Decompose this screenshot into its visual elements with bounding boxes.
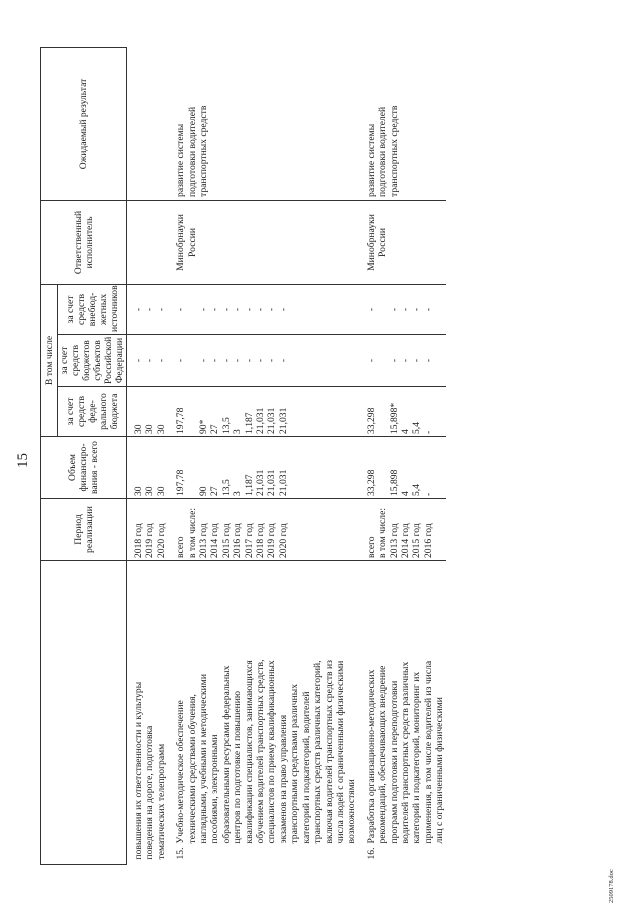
item-name-line xyxy=(144,561,155,865)
result-cell xyxy=(266,47,277,200)
item-name-text: наглядными, учебными и методическими xyxy=(198,674,210,844)
federal-cell: 197,78 xyxy=(167,387,186,437)
item-name-text: числа людей с ограниченными физическими xyxy=(334,660,346,844)
result-cell xyxy=(156,47,167,200)
item-name-text: квалификации специалистов, занимающихся xyxy=(243,660,255,844)
table-row xyxy=(187,47,198,864)
period-cell: всего xyxy=(358,499,377,561)
result-cell xyxy=(278,47,289,200)
table-row xyxy=(312,47,323,864)
federal-cell: 3 xyxy=(232,387,243,437)
item-name-line xyxy=(266,561,277,865)
offbudget-cell: - xyxy=(156,284,167,334)
executor-cell xyxy=(335,200,346,284)
federal-cell: 21,031 xyxy=(278,387,289,437)
result-cell: транспортных средств xyxy=(198,47,209,200)
executor-cell: Минобрнауки xyxy=(167,200,186,284)
executor-cell: России xyxy=(187,200,198,284)
regional-cell xyxy=(335,335,346,387)
item-name-line xyxy=(346,561,357,865)
volume-cell: 21,031 xyxy=(266,437,277,499)
federal-cell xyxy=(377,387,388,437)
regional-cell: - xyxy=(232,335,243,387)
regional-cell: - xyxy=(198,335,209,387)
regional-cell: - xyxy=(358,335,377,387)
volume-cell xyxy=(335,437,346,499)
header-volume: Объем финансиро-вания - всего xyxy=(41,437,127,499)
offbudget-cell: - xyxy=(221,284,232,334)
table-row xyxy=(127,47,145,864)
table-row xyxy=(232,47,243,864)
table-row xyxy=(198,47,209,864)
period-cell xyxy=(434,499,445,561)
document-id: 2509178.doc xyxy=(608,869,615,903)
executor-cell xyxy=(324,200,335,284)
federal-cell xyxy=(335,387,346,437)
regional-cell xyxy=(324,335,335,387)
item-name-line xyxy=(127,561,145,865)
federal-cell: 13,5 xyxy=(221,387,232,437)
table-row xyxy=(324,47,335,864)
volume-cell: 27 xyxy=(209,437,220,499)
executor-cell xyxy=(312,200,323,284)
period-cell: в том числе: xyxy=(187,499,198,561)
item-name-text: центров по подготовке и повышению xyxy=(232,690,244,844)
executor-cell xyxy=(266,200,277,284)
item-name-line xyxy=(377,561,388,865)
regional-cell xyxy=(377,335,388,387)
item-number: 15. xyxy=(175,847,187,860)
offbudget-cell: - xyxy=(411,284,422,334)
volume-cell: 4 xyxy=(400,437,411,499)
offbudget-cell: - xyxy=(266,284,277,334)
period-cell: 2013 год xyxy=(198,499,209,561)
volume-cell: 15,898 xyxy=(389,437,400,499)
volume-cell xyxy=(301,437,312,499)
federal-cell xyxy=(301,387,312,437)
table-row xyxy=(255,47,266,864)
volume-cell xyxy=(312,437,323,499)
item-name-line xyxy=(400,561,411,865)
period-cell: 2015 год xyxy=(221,499,232,561)
executor-cell xyxy=(278,200,289,284)
federal-cell xyxy=(289,387,300,437)
table-row xyxy=(301,47,312,864)
table-row xyxy=(144,47,155,864)
volume-cell: 30 xyxy=(127,437,145,499)
offbudget-cell xyxy=(434,284,445,334)
item-name-text: Учебно-методическое обеспечение xyxy=(175,700,187,844)
item-name-text: транспортными средствами различных xyxy=(289,684,301,844)
result-cell xyxy=(301,47,312,200)
regional-cell: - xyxy=(156,335,167,387)
item-name-text: экзаменов на право управления xyxy=(277,714,289,844)
period-cell xyxy=(324,499,335,561)
executor-cell xyxy=(156,200,167,284)
table-row xyxy=(221,47,232,864)
offbudget-cell: - xyxy=(198,284,209,334)
regional-cell xyxy=(434,335,445,387)
executor-cell xyxy=(346,200,357,284)
item-name-line xyxy=(289,561,300,865)
federal-cell: 4 xyxy=(400,387,411,437)
offbudget-cell xyxy=(301,284,312,334)
result-cell: транспортных средств xyxy=(389,47,400,200)
offbudget-cell xyxy=(324,284,335,334)
result-cell xyxy=(289,47,300,200)
executor-cell xyxy=(244,200,255,284)
item-name-line xyxy=(232,561,243,865)
item-name-text: категорий и подкатегорий, водителей xyxy=(300,691,312,844)
executor-cell xyxy=(434,200,445,284)
executor-cell xyxy=(127,200,145,284)
volume-cell xyxy=(377,437,388,499)
period-cell: 2014 год xyxy=(209,499,220,561)
volume-cell xyxy=(289,437,300,499)
regional-cell: - xyxy=(423,335,434,387)
result-cell: подготовки водителей xyxy=(377,47,388,200)
offbudget-cell xyxy=(377,284,388,334)
table-row xyxy=(389,47,400,864)
item-name-line xyxy=(255,561,266,865)
federal-cell: 33,298 xyxy=(358,387,377,437)
executor-cell xyxy=(423,200,434,284)
offbudget-cell: - xyxy=(127,284,145,334)
volume-cell xyxy=(434,437,445,499)
executor-cell xyxy=(400,200,411,284)
regional-cell: - xyxy=(167,335,186,387)
offbudget-cell: - xyxy=(389,284,400,334)
regional-cell xyxy=(289,335,300,387)
executor-cell xyxy=(221,200,232,284)
offbudget-cell xyxy=(312,284,323,334)
offbudget-cell: - xyxy=(232,284,243,334)
volume-cell: 5,4 xyxy=(411,437,422,499)
table-row xyxy=(411,47,422,864)
item-name-line xyxy=(335,561,346,865)
item-name-text: повышения их ответственности и культуры xyxy=(133,681,144,860)
result-cell xyxy=(209,47,220,200)
item-name-line xyxy=(434,561,445,865)
executor-cell xyxy=(232,200,243,284)
result-cell xyxy=(144,47,155,200)
result-cell xyxy=(423,47,434,200)
table-row xyxy=(266,47,277,864)
item-name-text: специалистов по приему квалификационных xyxy=(266,660,278,844)
item-name-text: категорий и подкатегорий, мониторинг их xyxy=(411,671,423,844)
federal-cell xyxy=(346,387,357,437)
federal-cell: 21,031 xyxy=(255,387,266,437)
federal-cell: 30 xyxy=(144,387,155,437)
item-name-text: применения, в том числе водителей из числа xyxy=(422,660,434,844)
regional-cell: - xyxy=(221,335,232,387)
executor-cell xyxy=(198,200,209,284)
period-cell xyxy=(335,499,346,561)
item-name-line xyxy=(358,561,377,865)
offbudget-cell xyxy=(187,284,198,334)
table-row xyxy=(244,47,255,864)
period-cell: 2015 год xyxy=(411,499,422,561)
item-name-line xyxy=(198,561,209,865)
item-name-text: Разработка организационно-методических xyxy=(365,669,377,844)
result-cell xyxy=(324,47,335,200)
volume-cell: 21,031 xyxy=(278,437,289,499)
regional-cell: - xyxy=(411,335,422,387)
period-cell: 2018 год xyxy=(255,499,266,561)
item-name-line xyxy=(209,561,220,865)
item-name-text: программ подготовки и переподготовки xyxy=(388,680,400,844)
regional-cell: - xyxy=(400,335,411,387)
federal-cell: 90* xyxy=(198,387,209,437)
offbudget-cell: - xyxy=(144,284,155,334)
offbudget-cell: - xyxy=(244,284,255,334)
period-cell: в том числе: xyxy=(377,499,388,561)
item-name-text: рекомендаций, обеспечивающих внедрение xyxy=(377,665,389,844)
period-cell: 2019 год xyxy=(266,499,277,561)
volume-cell xyxy=(346,437,357,499)
volume-cell xyxy=(187,437,198,499)
table-row xyxy=(335,47,346,864)
federal-cell: 21,031 xyxy=(266,387,277,437)
executor-cell xyxy=(389,200,400,284)
result-cell: развитие системы xyxy=(358,47,377,200)
federal-cell: 30 xyxy=(127,387,145,437)
federal-cell: 27 xyxy=(209,387,220,437)
federal-cell: 30 xyxy=(156,387,167,437)
regional-cell: - xyxy=(278,335,289,387)
federal-cell xyxy=(324,387,335,437)
result-cell xyxy=(346,47,357,200)
period-cell: 2016 год xyxy=(423,499,434,561)
period-cell xyxy=(312,499,323,561)
regional-cell: - xyxy=(244,335,255,387)
offbudget-cell: - xyxy=(358,284,377,334)
volume-cell: 3 xyxy=(232,437,243,499)
item-name-line xyxy=(312,561,323,865)
program-table xyxy=(40,47,446,865)
volume-cell: 33,298 xyxy=(358,437,377,499)
item-name-text: транспортных средств различных категорий, xyxy=(312,660,324,844)
period-cell: 2016 год xyxy=(232,499,243,561)
federal-cell xyxy=(187,387,198,437)
header-executor: Ответственный исполнитель xyxy=(41,200,127,284)
offbudget-cell xyxy=(346,284,357,334)
period-cell: 2017 год xyxy=(244,499,255,561)
table-row xyxy=(289,47,300,864)
item-name-text: обучением водителей транспортных средств, xyxy=(255,659,267,844)
item-name-line xyxy=(423,561,434,865)
period-cell xyxy=(289,499,300,561)
item-name-text: водителей транспортных средств различных xyxy=(399,661,411,844)
executor-cell: Минобрнауки xyxy=(358,200,377,284)
executor-cell xyxy=(144,200,155,284)
item-name-line xyxy=(301,561,312,865)
result-cell xyxy=(400,47,411,200)
item-name-line xyxy=(244,561,255,865)
period-cell: 2020 год xyxy=(156,499,167,561)
header-offbudget: за счет средств внебюд-жетных источников xyxy=(58,284,127,334)
regional-cell: - xyxy=(127,335,145,387)
item-name-line xyxy=(389,561,400,865)
item-name-text: возможностями xyxy=(346,779,358,844)
executor-cell xyxy=(289,200,300,284)
item-name-line xyxy=(156,561,167,865)
executor-cell xyxy=(411,200,422,284)
volume-cell: 30 xyxy=(144,437,155,499)
page-number: 15 xyxy=(15,453,31,468)
header-including: В том числе xyxy=(41,284,58,436)
result-cell xyxy=(221,47,232,200)
federal-cell: 5,4 xyxy=(411,387,422,437)
volume-cell: - xyxy=(423,437,434,499)
header-federal: за счет средств феде-рального бюджета xyxy=(58,387,127,437)
item-name-line xyxy=(411,561,422,865)
header-result: Ожидаемый результат xyxy=(41,47,127,200)
item-name-text: включая водителей транспортных средств из xyxy=(323,660,335,844)
offbudget-cell: - xyxy=(209,284,220,334)
regional-cell: - xyxy=(144,335,155,387)
period-cell: 2018 год xyxy=(127,499,145,561)
executor-cell xyxy=(209,200,220,284)
federal-cell xyxy=(312,387,323,437)
federal-cell: 15,898* xyxy=(389,387,400,437)
regional-cell: - xyxy=(255,335,266,387)
item-name-text: образовательными ресурсами федеральных xyxy=(220,665,232,844)
header-name-column xyxy=(41,561,127,865)
offbudget-cell: - xyxy=(167,284,186,334)
item-name-line xyxy=(221,561,232,865)
offbudget-cell xyxy=(335,284,346,334)
period-cell: 2019 год xyxy=(144,499,155,561)
table-row xyxy=(156,47,167,864)
federal-cell xyxy=(434,387,445,437)
regional-cell xyxy=(301,335,312,387)
result-cell xyxy=(335,47,346,200)
offbudget-cell: - xyxy=(255,284,266,334)
offbudget-cell: - xyxy=(278,284,289,334)
period-cell xyxy=(301,499,312,561)
regional-cell: - xyxy=(209,335,220,387)
regional-cell xyxy=(312,335,323,387)
table-row xyxy=(358,47,377,864)
item-number: 16. xyxy=(365,847,377,860)
table-row xyxy=(423,47,434,864)
result-cell: развитие системы xyxy=(167,47,186,200)
result-cell xyxy=(411,47,422,200)
volume-cell: 21,031 xyxy=(255,437,266,499)
table-body xyxy=(127,47,446,864)
item-name-line xyxy=(278,561,289,865)
offbudget-cell xyxy=(289,284,300,334)
table-row xyxy=(400,47,411,864)
regional-cell xyxy=(187,335,198,387)
period-cell: всего xyxy=(167,499,186,561)
executor-cell: России xyxy=(377,200,388,284)
period-cell: 2013 год xyxy=(389,499,400,561)
federal-cell: 1,187 xyxy=(244,387,255,437)
result-cell xyxy=(244,47,255,200)
executor-cell xyxy=(255,200,266,284)
period-cell: 2014 год xyxy=(400,499,411,561)
item-name-line xyxy=(187,561,198,865)
table-header xyxy=(41,47,127,864)
table-row xyxy=(209,47,220,864)
item-name-text: лиц с ограниченными физическими xyxy=(434,697,446,844)
offbudget-cell: - xyxy=(423,284,434,334)
volume-cell: 197,78 xyxy=(167,437,186,499)
result-cell xyxy=(232,47,243,200)
volume-cell: 90 xyxy=(198,437,209,499)
result-cell xyxy=(255,47,266,200)
table-row xyxy=(346,47,357,864)
result-cell xyxy=(127,47,145,200)
offbudget-cell: - xyxy=(400,284,411,334)
executor-cell xyxy=(301,200,312,284)
item-name-line xyxy=(167,561,186,865)
table-row xyxy=(167,47,186,864)
regional-cell: - xyxy=(389,335,400,387)
item-name-text: тематических телепрограмм xyxy=(155,743,167,860)
item-name-text: поведения на дороге, подготовка xyxy=(144,725,156,860)
item-name-text: техническими средствами обучения, xyxy=(186,694,198,844)
table-row xyxy=(434,47,445,864)
period-cell: 2020 год xyxy=(278,499,289,561)
header-period: Период реализации xyxy=(41,499,127,561)
table-row xyxy=(377,47,388,864)
header-regional: за счет средств бюджетов субъектов Российской Федерации xyxy=(58,335,127,387)
volume-cell: 13,5 xyxy=(221,437,232,499)
result-cell xyxy=(312,47,323,200)
item-name-line xyxy=(324,561,335,865)
regional-cell xyxy=(346,335,357,387)
period-cell xyxy=(346,499,357,561)
volume-cell xyxy=(324,437,335,499)
volume-cell: 30 xyxy=(156,437,167,499)
federal-cell: - xyxy=(423,387,434,437)
item-name-text: пособиями, электронными xyxy=(209,734,221,844)
result-cell xyxy=(434,47,445,200)
volume-cell: 1,187 xyxy=(244,437,255,499)
table-row xyxy=(278,47,289,864)
result-cell: подготовки водителей xyxy=(187,47,198,200)
regional-cell: - xyxy=(266,335,277,387)
